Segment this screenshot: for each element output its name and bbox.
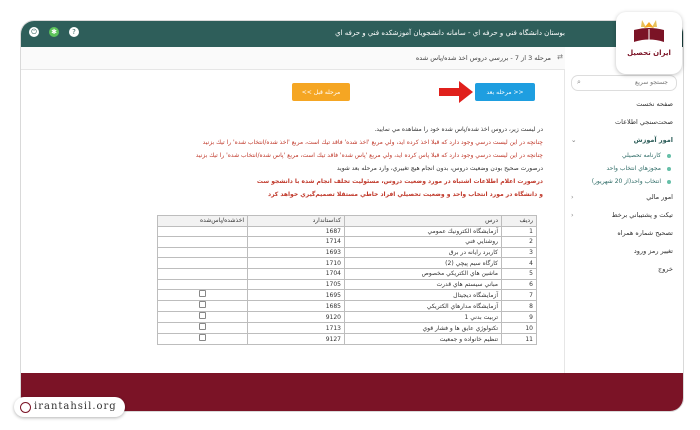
table-cell-status bbox=[158, 290, 248, 301]
table-cell-num: 2 bbox=[502, 237, 537, 248]
warning-line: درصورت اعلام اطلاعات اشتباه در مورد وضعيت دروس، مسئوليت تخلف انجام شده با دانشجو ست bbox=[256, 178, 543, 185]
table-cell-code: 1695 bbox=[248, 290, 345, 301]
table-row bbox=[158, 312, 537, 323]
table-row bbox=[158, 301, 537, 312]
sidebar-item-password[interactable] bbox=[565, 242, 683, 260]
table-cell-course: آزمايشگاه مدارهاي الكتريكي bbox=[345, 301, 502, 312]
taken-checkbox[interactable] bbox=[199, 290, 206, 297]
taken-checkbox[interactable] bbox=[199, 301, 206, 308]
table-cell-num: 4 bbox=[502, 258, 537, 269]
instructions bbox=[103, 123, 543, 201]
table-cell-status bbox=[158, 334, 248, 345]
column-header: رديف bbox=[502, 216, 537, 227]
sidebar-item-label: صحت‌سنجي اطلاعات bbox=[614, 118, 673, 126]
sidebar-subitem-permits[interactable] bbox=[565, 162, 683, 175]
table-cell-num: 10 bbox=[502, 323, 537, 334]
table-cell-num: 3 bbox=[502, 247, 537, 258]
table-cell-status bbox=[158, 268, 248, 279]
screenshot-frame bbox=[20, 20, 684, 412]
sidebar-item-logout[interactable] bbox=[565, 260, 683, 278]
sidebar-item-education[interactable] bbox=[565, 131, 683, 149]
chevron-left-icon: ‹ bbox=[571, 211, 574, 219]
sidebar-item-label: مجوزهاي انتخاب واحد bbox=[606, 165, 661, 172]
table-row bbox=[158, 237, 537, 248]
table-cell-num: 9 bbox=[502, 312, 537, 323]
courses-table bbox=[157, 215, 537, 345]
sidebar-subitem-course-selection[interactable] bbox=[565, 175, 683, 188]
quick-search bbox=[571, 75, 677, 91]
sidebar-item-finance[interactable] bbox=[565, 188, 683, 206]
table-cell-status bbox=[158, 226, 248, 237]
power-icon[interactable]: ⏻ bbox=[29, 27, 39, 37]
note-line: چنانچه در اين ليست درسي وجود دارد كه قبلا پاس كرده ايد، ولي مربع 'پاس شده' فاقد تيك است، مربع 'پاس شده/انتخاب شده' را تيك بزنيد bbox=[195, 152, 543, 159]
table-cell-course: كاربرد رايانه در برق bbox=[345, 247, 502, 258]
table-cell-status bbox=[158, 237, 248, 248]
table-cell-course: آزمايشگاه ديجيتال bbox=[345, 290, 502, 301]
table-cell-status bbox=[158, 258, 248, 269]
sidebar-item-support[interactable] bbox=[565, 206, 683, 224]
table-row bbox=[158, 323, 537, 334]
table-cell-code: 1710 bbox=[248, 258, 345, 269]
table-cell-num: 11 bbox=[502, 334, 537, 345]
sidebar-menu bbox=[565, 95, 683, 278]
table-cell-code: 1687 bbox=[248, 226, 345, 237]
sidebar-item-home[interactable] bbox=[565, 95, 683, 113]
swap-icon: ⇄ bbox=[557, 53, 563, 61]
search-icon: ⌕ bbox=[577, 78, 581, 86]
chevron-left-icon: ‹ bbox=[571, 193, 574, 201]
table-cell-course: آزمايشگاه الكترونيك عمومي bbox=[345, 226, 502, 237]
next-step-button[interactable]: << مرحله بعد bbox=[475, 83, 535, 101]
warning-line: و دانشگاه در مورد انتخاب واحد و وضعيت تحصيلي افراد خاطي مستقلا تصميم‌گيري خواهد كرد bbox=[267, 191, 543, 198]
step-indicator bbox=[21, 47, 565, 70]
settings-icon[interactable]: ✱ bbox=[49, 27, 59, 37]
column-header: درس bbox=[345, 216, 502, 227]
table-header-row bbox=[158, 216, 537, 227]
table-cell-code: 1704 bbox=[248, 268, 345, 279]
main-content bbox=[21, 69, 565, 373]
note-line: چنانچه در اين ليست درسي وجود دارد كه قبلا اخذ كرده ايد، ولي مربع 'اخذ شده' فاقد تيك است، مربع 'اخذ شده/انتخاب شده' را تيك بزنيد bbox=[202, 139, 543, 146]
sidebar bbox=[564, 69, 683, 373]
url-text: irantahsil.org bbox=[34, 401, 117, 412]
bullet-icon bbox=[667, 154, 671, 158]
taken-checkbox[interactable] bbox=[199, 312, 206, 319]
table-cell-code: 1713 bbox=[248, 323, 345, 334]
brand-name: ايران تحصيل bbox=[627, 49, 671, 57]
table-cell-code: 9127 bbox=[248, 334, 345, 345]
sidebar-subitem-transcript[interactable] bbox=[565, 149, 683, 162]
table-cell-num: 6 bbox=[502, 279, 537, 290]
sidebar-item-label: انتخاب واحد(از 20 شهريور) bbox=[591, 178, 661, 185]
sidebar-item-label: تغيير رمز ورود bbox=[633, 247, 673, 255]
note-line: درصورت صحيح بودن وضعيت دروس، بدون انجام هيچ تغييري، وارد مرحله بعد شويد bbox=[336, 165, 543, 172]
table-cell-code: 1705 bbox=[248, 279, 345, 290]
bullet-icon bbox=[667, 167, 671, 171]
website-url bbox=[14, 397, 125, 417]
table-cell-status bbox=[158, 323, 248, 334]
table-cell-num: 1 bbox=[502, 226, 537, 237]
table-cell-status bbox=[158, 312, 248, 323]
table-row bbox=[158, 279, 537, 290]
red-arrow-icon bbox=[439, 81, 473, 103]
table-cell-num: 5 bbox=[502, 268, 537, 279]
help-icon[interactable]: ? bbox=[69, 27, 79, 37]
taken-checkbox[interactable] bbox=[199, 323, 206, 330]
table-cell-course: تكنولوژي عايق ها و فشار قوي bbox=[345, 323, 502, 334]
table-cell-status bbox=[158, 279, 248, 290]
sidebar-item-phone[interactable] bbox=[565, 224, 683, 242]
sidebar-item-label: كارنامه تحصيلي bbox=[622, 152, 661, 159]
table-row bbox=[158, 226, 537, 237]
table-cell-code: 9120 bbox=[248, 312, 345, 323]
brand-logo bbox=[616, 12, 682, 74]
sidebar-item-label: تيكت و پشتيباني برخط bbox=[611, 211, 673, 219]
sidebar-item-label: صفحه نخست bbox=[636, 100, 673, 108]
table-cell-course: مباني سيستم هاي قدرت bbox=[345, 279, 502, 290]
globe-icon bbox=[20, 402, 31, 413]
note-line: در ليست زير، دروس اخذ شده/پاس شده خود را مشاهده مي نماييد. bbox=[374, 126, 543, 133]
table-cell-status bbox=[158, 247, 248, 258]
top-header-bar bbox=[21, 21, 683, 47]
sidebar-item-label: تصحيح شماره همراه bbox=[617, 229, 673, 237]
table-cell-status bbox=[158, 301, 248, 312]
table-cell-course: روشنايي فني bbox=[345, 237, 502, 248]
header-icons bbox=[29, 27, 79, 37]
table-body bbox=[158, 226, 537, 345]
sidebar-item-label: خروج bbox=[658, 265, 673, 273]
taken-checkbox[interactable] bbox=[199, 334, 206, 341]
search-input[interactable] bbox=[586, 78, 670, 87]
table-cell-code: 1693 bbox=[248, 247, 345, 258]
sidebar-item-verification[interactable] bbox=[565, 113, 683, 131]
chevron-down-icon: ⌄ bbox=[571, 136, 577, 144]
table-row bbox=[158, 334, 537, 345]
bullet-icon bbox=[667, 180, 671, 184]
table-cell-num: 7 bbox=[502, 290, 537, 301]
table-cell-code: 1714 bbox=[248, 237, 345, 248]
table-row bbox=[158, 268, 537, 279]
system-title: بوستان دانشگاه فني و حرفه اي - سامانه دانشجويان آموزشكده فني و حرفه اي bbox=[335, 29, 565, 37]
table-cell-course: كارگاه سيم پيچي (2) bbox=[345, 258, 502, 269]
table-row bbox=[158, 290, 537, 301]
table-cell-num: 8 bbox=[502, 301, 537, 312]
book-logo-icon bbox=[632, 18, 666, 44]
previous-step-button[interactable]: مرحله قبل >> bbox=[292, 83, 350, 101]
table-row bbox=[158, 247, 537, 258]
column-header: اخذشده/پاس‌شده bbox=[158, 216, 248, 227]
table-cell-code: 1685 bbox=[248, 301, 345, 312]
sidebar-item-label: امور مالي bbox=[646, 193, 673, 201]
table-cell-course: ماشين هاي الكتريكي مخصوص bbox=[345, 268, 502, 279]
column-header: كداستاندارد bbox=[248, 216, 345, 227]
step-text: مرحله 3 از 7 - بررسي دروس اخذ شده/پاس شده bbox=[415, 54, 551, 62]
table-row bbox=[158, 258, 537, 269]
table-cell-course: تنظيم خانواده و جمعيت bbox=[345, 334, 502, 345]
sidebar-item-label: امور آموزش bbox=[633, 136, 673, 144]
table-cell-course: تربيت بدني 1 bbox=[345, 312, 502, 323]
